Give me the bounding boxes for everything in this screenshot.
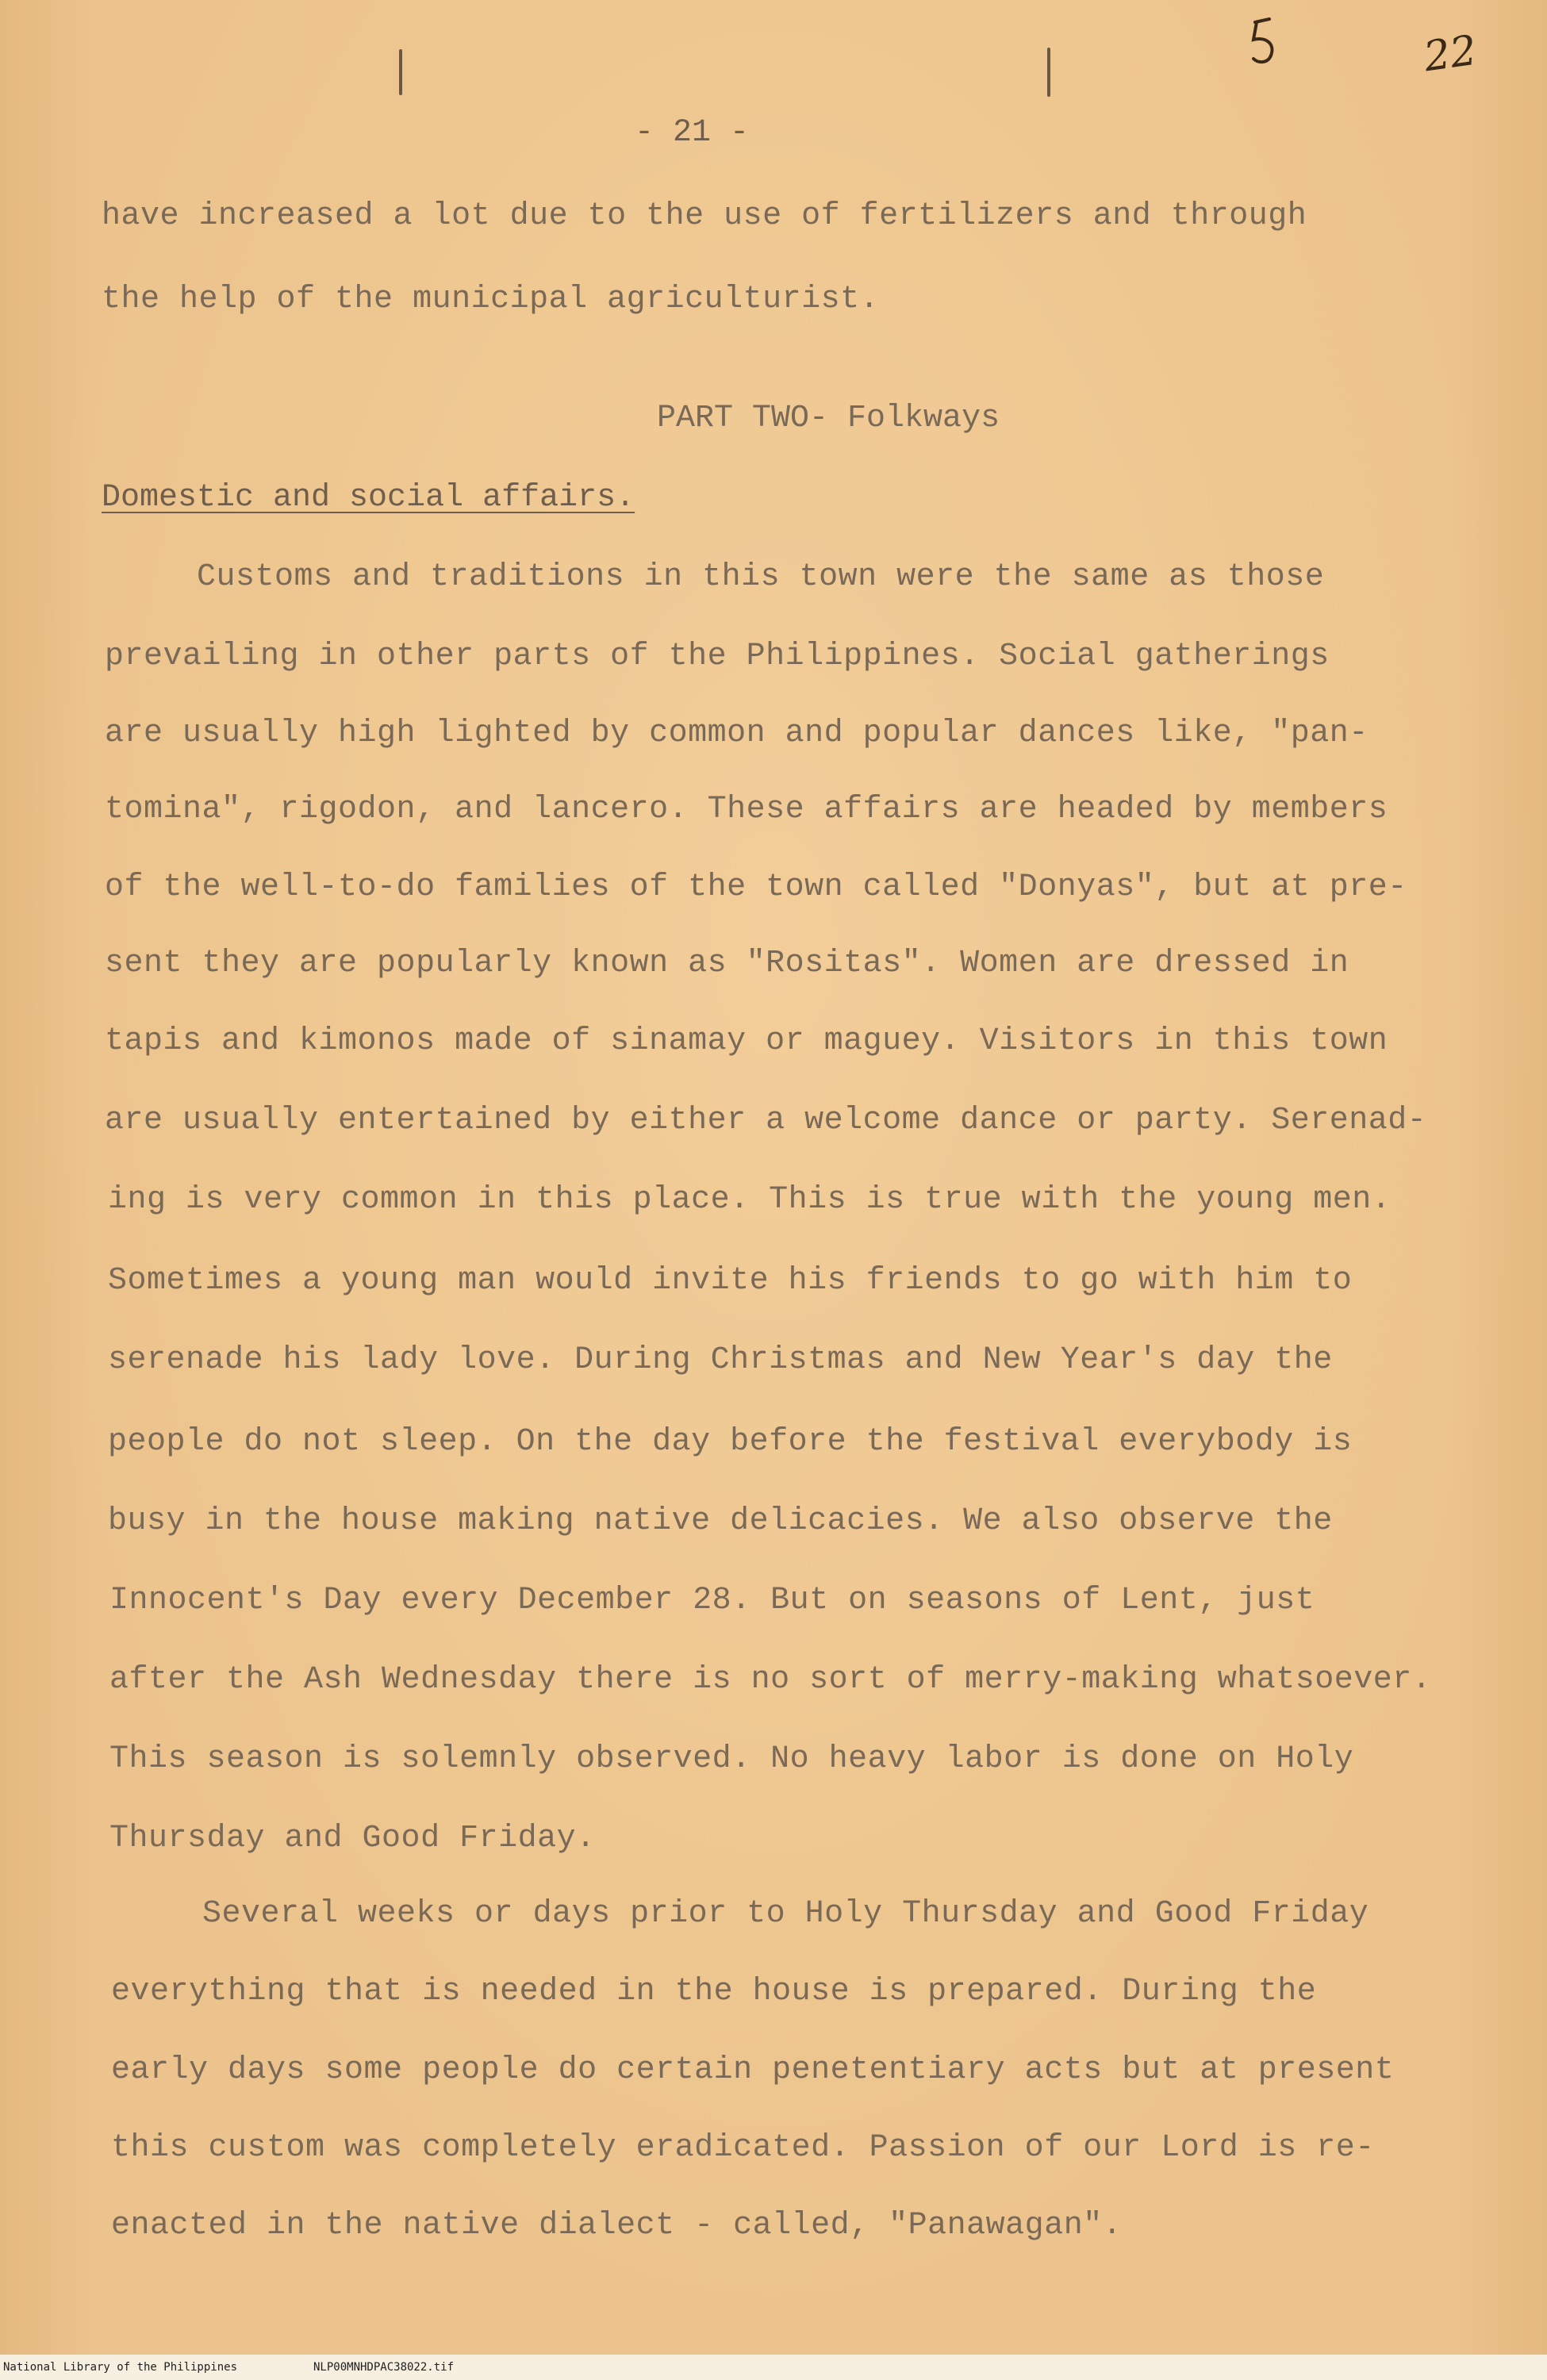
text-line: Several weeks or days prior to Holy Thursday and Good Friday: [202, 1896, 1369, 1932]
text-line: the help of the municipal agriculturist.: [102, 282, 880, 317]
text-line: early days some people do certain penetentiary acts but at present: [111, 2052, 1395, 2088]
text-line: tomina", rigodon, and lancero. These affairs are headed by members: [105, 792, 1388, 827]
text-line: are usually high lighted by common and popular dances like, "pan-: [105, 716, 1368, 751]
handwritten-mark-icon: [1246, 16, 1293, 71]
pin-mark: [1047, 48, 1050, 97]
section-title: PART TWO- Folkways: [657, 401, 1000, 436]
footer-bar: [0, 2355, 1547, 2380]
text-line: have increased a lot due to the use of fertilizers and through: [102, 198, 1307, 234]
text-line: busy in the house making native delicacies. We also observe the: [108, 1503, 1333, 1539]
text-line: This season is solemnly observed. No heavy labor is done on Holy: [109, 1741, 1354, 1777]
text-line: Customs and traditions in this town were the same as those: [197, 559, 1325, 595]
text-line: Thursday and Good Friday.: [109, 1821, 596, 1856]
text-line: serenade his lady love. During Christmas and New Year's day the: [108, 1342, 1333, 1378]
text-line: enacted in the native dialect - called, "Panawagan".: [111, 2208, 1123, 2244]
text-line: everything that is needed in the house is prepared. During the: [111, 1974, 1317, 2010]
text-line: sent they are popularly known as "Rositas". Women are dressed in: [105, 946, 1349, 981]
text-line: people do not sleep. On the day before the festival everybody is: [108, 1424, 1353, 1460]
subsection-title: Domestic and social affairs.: [102, 480, 635, 516]
text-line: Innocent's Day every December 28. But on seasons of Lent, just: [109, 1583, 1315, 1618]
page-number: - 21 -: [635, 115, 750, 151]
text-line: prevailing in other parts of the Philippines. Social gatherings: [105, 639, 1330, 674]
text-line: after the Ash Wednesday there is no sort of merry-making whatsoever.: [109, 1662, 1432, 1698]
pin-mark: [399, 49, 402, 95]
text-line: of the well-to-do families of the town called "Donyas", but at pre-: [105, 869, 1407, 905]
text-line: ing is very common in this place. This is true with the young men.: [108, 1182, 1392, 1218]
footer-source: National Library of the Philippines: [3, 2361, 238, 2374]
text-line: are usually entertained by either a welcome dance or party. Serenad-: [105, 1103, 1427, 1138]
corner-page-annotation: 22: [1421, 26, 1480, 82]
text-line: tapis and kimonos made of sinamay or maguey. Visitors in this town: [105, 1023, 1388, 1059]
text-line: Sometimes a young man would invite his friends to go with him to: [108, 1263, 1353, 1299]
footer-file-id: NLP00MNHDPAC38022.tif: [313, 2361, 455, 2374]
text-line: this custom was completely eradicated. Passion of our Lord is re-: [111, 2130, 1375, 2166]
